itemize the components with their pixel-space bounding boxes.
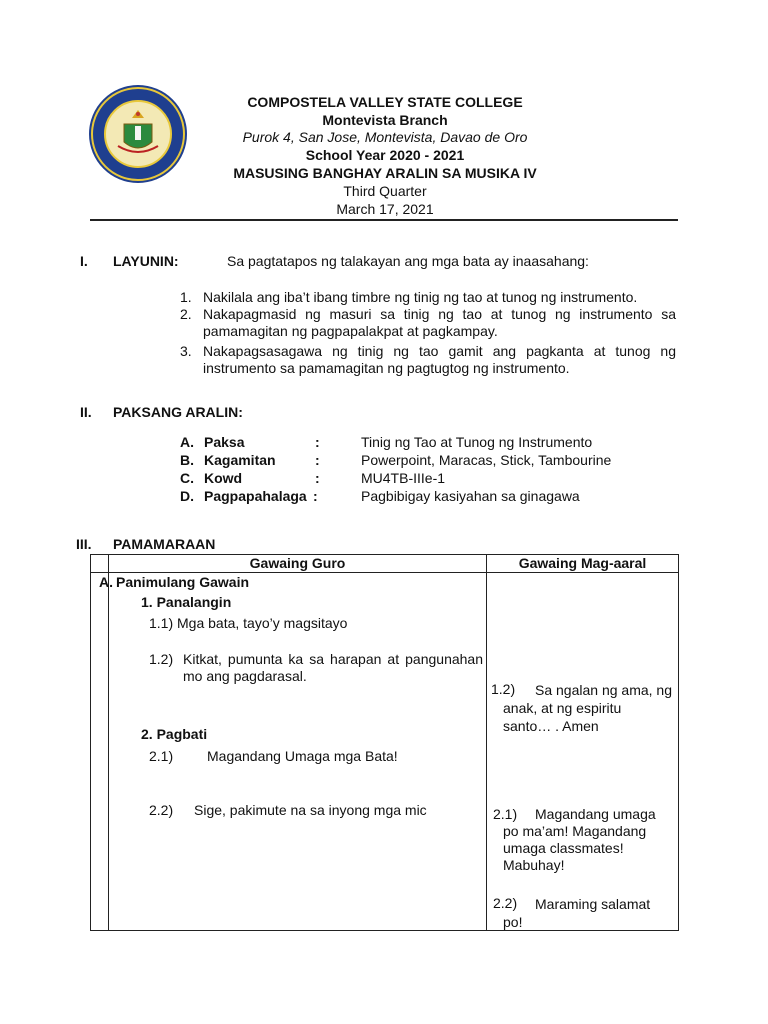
- row-gutter-cell: [91, 573, 109, 931]
- row-label: Paksa: [204, 434, 245, 450]
- objective-number: 1.: [180, 289, 192, 305]
- student-line-2-2: Maraming salamat po!: [503, 896, 651, 930]
- objective-item: [180, 289, 676, 306]
- row-value: Pagbibigay kasiyahan sa ginagawa: [361, 488, 580, 504]
- row-separator: :: [315, 452, 320, 468]
- objective-text: Nakapagsasagawa ng tinig ng tao gamit ang pagkanta at tunog ng instrumento sa pamamagitan ng pagtugtog ng instrumento.: [203, 343, 676, 376]
- teacher-line-2-1: Magandang Umaga mga Bata!: [207, 748, 398, 764]
- kowd-row: [180, 470, 660, 488]
- objective-item: [180, 343, 676, 377]
- table-row: [91, 573, 679, 931]
- objective-item: [180, 306, 676, 340]
- school-year: School Year 2020 - 2021: [305, 147, 465, 163]
- branch-name: Montevista Branch: [322, 112, 448, 128]
- objective-text: Nakilala ang iba’t ibang timbre ng tinig ng tao at tunog ng instrumento.: [203, 289, 638, 305]
- row-label: Pagpapahalaga: [204, 488, 307, 504]
- header-divider: [90, 219, 678, 221]
- row-label: Kowd: [204, 470, 243, 486]
- objective-number: 3.: [180, 343, 192, 359]
- college-seal-logo: [88, 84, 188, 184]
- section2-numeral: II.: [80, 404, 92, 420]
- section2-heading: PAKSANG ARALIN:: [113, 404, 243, 420]
- student-cell: [487, 573, 679, 931]
- section3-heading: PAMAMARAAN: [113, 536, 216, 552]
- section1-numeral: I.: [80, 253, 88, 269]
- sub-title-panalangin: 1. Panalangin: [141, 594, 232, 610]
- teacher-num-2-2: 2.2): [149, 802, 174, 818]
- teacher-line-2-2: Sige, pakimute na sa inyong mga mic: [194, 802, 427, 818]
- teacher-cell: [99, 573, 487, 931]
- paksa-row: [180, 434, 660, 452]
- row-separator: :: [313, 488, 318, 504]
- kagamitan-row: [180, 452, 660, 470]
- student-num-2-2: 2.2): [493, 895, 518, 911]
- table-header-blank: [91, 555, 109, 573]
- plan-title: MASUSING BANGHAY ARALIN SA MUSIKA IV: [233, 165, 537, 181]
- col-header-teacher: Gawaing Guro: [109, 555, 487, 573]
- row-label: Kagamitan: [204, 452, 276, 468]
- section1-heading: LAYUNIN:: [113, 253, 179, 269]
- row-separator: :: [315, 470, 320, 486]
- date: March 17, 2021: [336, 201, 434, 217]
- address: Purok 4, San Jose, Montevista, Davao de Oro: [242, 129, 528, 145]
- student-num-2-1: 2.1): [493, 806, 518, 822]
- row-letter: C.: [180, 470, 194, 486]
- student-num-1-2: 1.2): [491, 681, 516, 697]
- table-header-row: [91, 555, 679, 573]
- quarter: Third Quarter: [343, 183, 427, 199]
- sub-title-pagbati: 2. Pagbati: [141, 726, 208, 742]
- row-separator: :: [315, 434, 320, 450]
- row-value: Tinig ng Tao at Tunog ng Instrumento: [361, 434, 593, 450]
- teacher-line-1-1: 1.1) Mga bata, tayo’y magsitayo: [149, 615, 348, 631]
- pagpapahalaga-row: [180, 488, 660, 506]
- teacher-num-2-1: 2.1): [149, 748, 174, 764]
- section3-numeral: III.: [76, 536, 92, 552]
- student-line-2-1: Magandang umaga po ma’am! Magandang umaga classmates! Mabuhay!: [503, 806, 656, 873]
- teacher-line-1-2: Kitkat, pumunta ka sa harapan at pangunahan mo ang pagdarasal.: [183, 651, 483, 684]
- row-value: MU4TB-IIIe-1: [361, 470, 446, 486]
- student-line-1-2: Sa ngalan ng ama, ng anak, at ng espiritu santo… . Amen: [503, 682, 672, 734]
- part-title: Panimulang Gawain: [116, 574, 250, 590]
- college-name: COMPOSTELA VALLEY STATE COLLEGE: [247, 94, 523, 110]
- section1-intro: Sa pagtatapos ng talakayan ang mga bata ay inaasahang:: [227, 253, 589, 269]
- procedure-table: [90, 554, 679, 931]
- row-letter: A.: [180, 434, 194, 450]
- part-letter: A.: [99, 574, 113, 590]
- teacher-num-1-2: 1.2): [149, 651, 174, 667]
- row-letter: B.: [180, 452, 194, 468]
- row-value: Powerpoint, Maracas, Stick, Tambourine: [361, 452, 612, 468]
- objective-number: 2.: [180, 306, 192, 322]
- row-letter: D.: [180, 488, 194, 504]
- objective-text: Nakapagmasid ng masuri sa tinig ng tao at tunog ng instrumento sa pamamagitan ng pagpapalakpat at pagkampay.: [203, 306, 676, 339]
- col-header-student: Gawaing Mag-aaral: [487, 555, 679, 573]
